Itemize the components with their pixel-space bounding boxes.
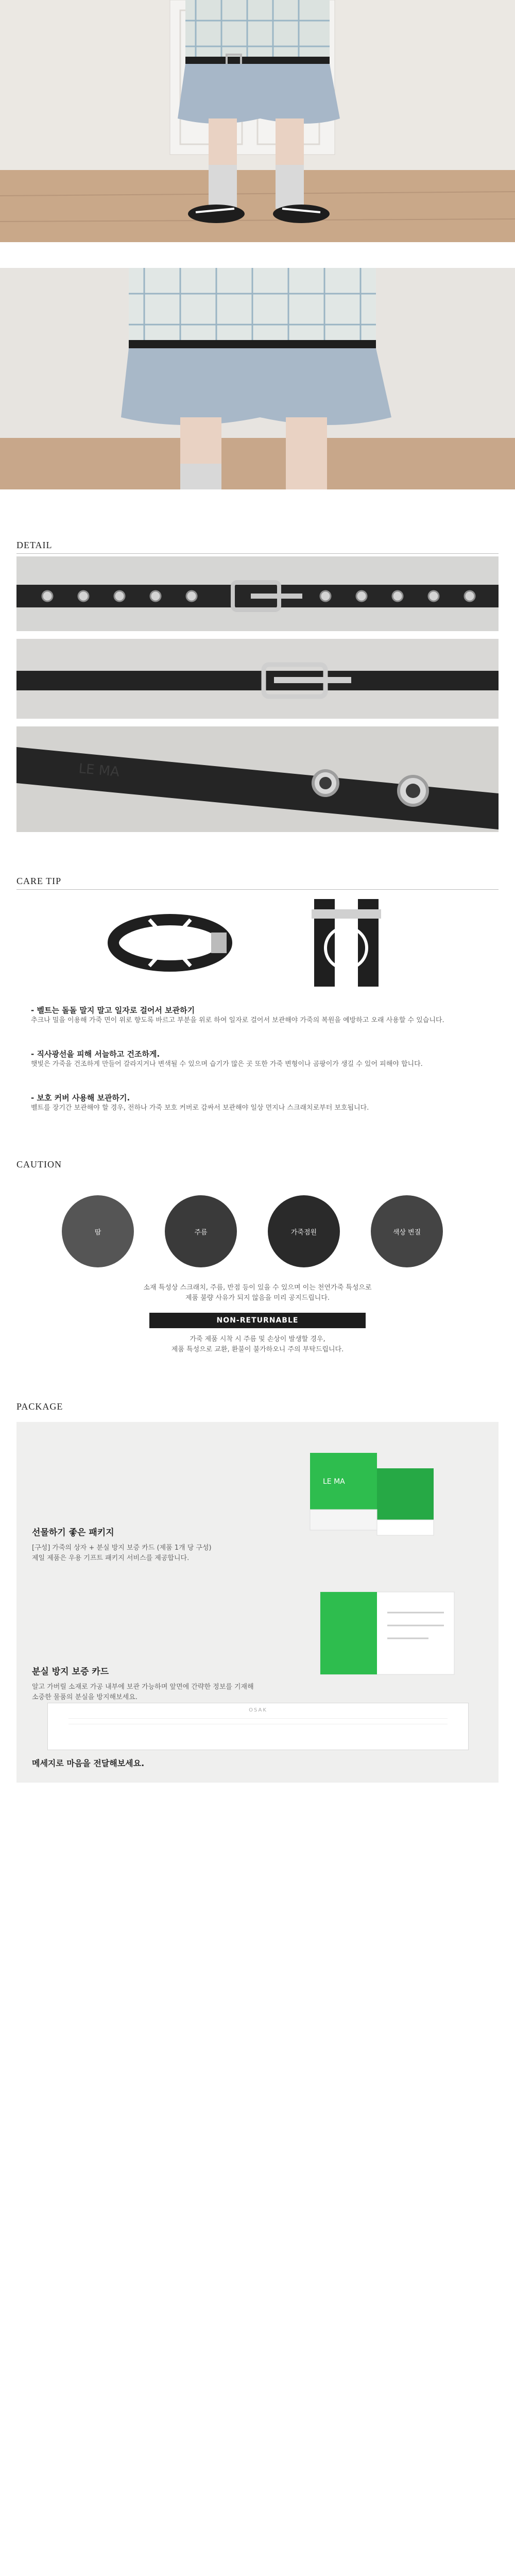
care-tip-illustration <box>77 899 438 987</box>
non-returnable-banner: NON-RETURNABLE <box>149 1313 366 1328</box>
package-panel <box>16 1422 499 1783</box>
caution-circle-leather-spot: 가죽점원 <box>268 1195 340 1267</box>
detail-heading: DETAIL <box>16 540 53 550</box>
model-photo-2-image <box>0 268 515 489</box>
belt-detail-2 <box>16 639 499 719</box>
model-photo-2 <box>0 268 515 489</box>
package-box-image <box>300 1448 454 1551</box>
svg-text:LE MA: LE MA <box>78 761 121 780</box>
belt-eyelet-image <box>16 726 499 832</box>
care-tip-1: - 벨트는 돌돌 말지 말고 일자로 걸어서 보관하기 추크나 밀을 이용해 가죽 면이 위로 향도록 바르고 부분을 위로 하여 일자로 걸어서 보관해야 가죽의 복원을 예방하고 오래 사용할 수 있습니다. <box>31 1006 444 1024</box>
model-photo-1-image <box>0 0 515 242</box>
model-photo-1 <box>0 0 515 242</box>
care-tip-2: - 직사광선을 피해 서늘하고 건조하게. 햇빛은 가죽을 건조하게 만들어 갈라지거나 변색될 수 있으며 습기가 많은 곳 또한 가죽 변형이나 곰팡이가 생길 수 있어 피해야 합니다. <box>31 1049 423 1068</box>
caution-circle-sweat: 땀 <box>62 1195 134 1267</box>
package-heading: PACKAGE <box>16 1401 63 1412</box>
care-tip-heading: CARE TIP <box>16 876 62 886</box>
caution-circle-color-change: 색상 변질 <box>371 1195 443 1267</box>
belt-detail-3 <box>16 726 499 832</box>
belt-buckle-image <box>16 556 499 631</box>
care-tip-3: - 보호 커버 사용해 보관하기. 벨트를 장기간 보관해야 할 경우, 전하나 가죽 보호 커버로 감싸서 보관해야 일상 먼지나 스크래치로부터 보호됩니다. <box>31 1093 369 1112</box>
warranty-card-block: 분실 방지 보증 카드 알고 가버릴 소재로 가공 내부에 보관 가능하며 앞면에 간략한 정보를 기재해 소중한 물품의 분실을 방지해보세요. <box>32 1667 254 1701</box>
caution-heading: CAUTION <box>16 1159 62 1170</box>
message-text: 메세지로 마음을 전달해보세요. <box>32 1758 145 1768</box>
caution-text: 소재 특성상 스크래치, 주름, 반점 등이 있을 수 있으며 이는 천연가죽 특성으로 제품 불량 사유가 되지 않음을 미리 공지드립니다. <box>143 1284 372 1302</box>
letter-head: OSAK <box>249 1707 267 1713</box>
warranty-card-image <box>315 1587 470 1685</box>
gift-package-block: 선물하기 좋은 패키지 [구성] 가죽의 상자 + 분실 방지 보증 카드 (제품 1개 당 구성) 제일 제품은 우용 기프트 패키지 서비스를 제공합니다. <box>32 1528 212 1562</box>
belt-detail-1 <box>16 556 499 631</box>
message-letter <box>47 1703 469 1750</box>
caution-circle-wrinkle: 주름 <box>165 1195 237 1267</box>
care-tip-divider <box>16 889 499 890</box>
detail-divider <box>16 553 499 554</box>
svg-text:LE MA: LE MA <box>323 1478 345 1486</box>
non-returnable-text: 가죽 제품 시착 시 주름 및 손상이 발생할 경우, 제품 특성으로 교환, 환불이 불가하오니 주의 부탁드립니다. <box>171 1335 344 1353</box>
belt-tip-image <box>16 639 499 719</box>
